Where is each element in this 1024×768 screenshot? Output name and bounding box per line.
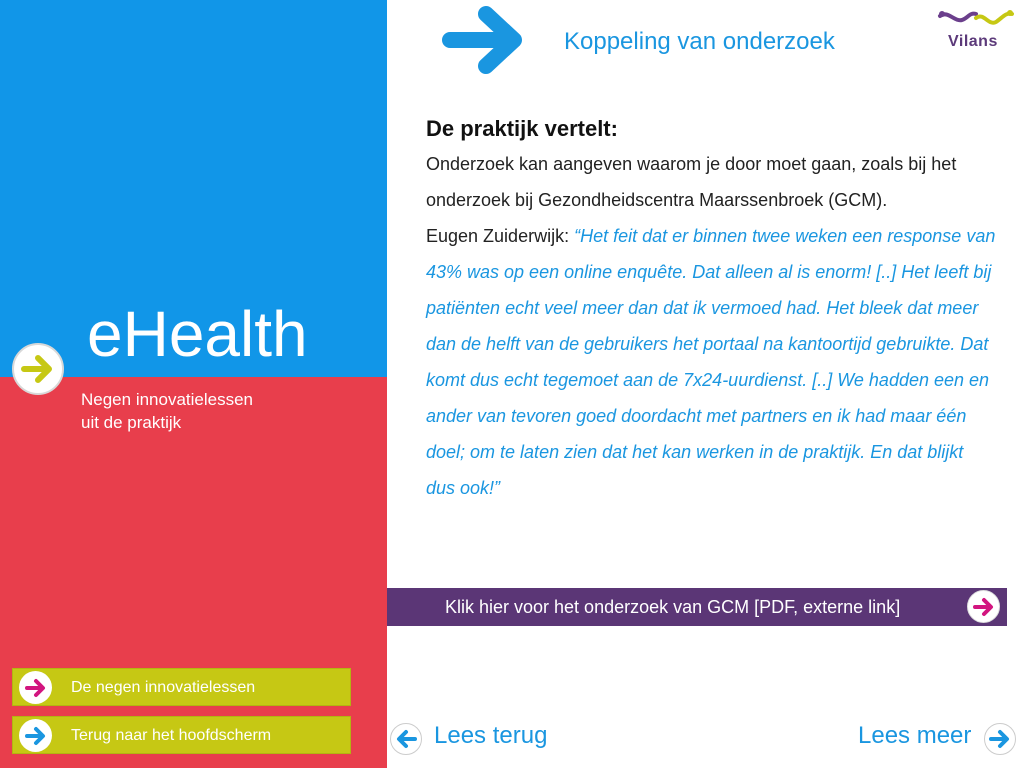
logo-swoosh-icon	[936, 8, 1016, 36]
lessons-button[interactable]	[12, 668, 351, 706]
content-quote-paragraph	[426, 218, 996, 506]
home-arrow-circle	[19, 719, 52, 752]
arrow-right-icon	[21, 354, 55, 384]
quote-speaker: Eugen Zuiderwijk:	[426, 226, 575, 246]
read-back-link[interactable]: Lees terug	[434, 722, 548, 749]
home-button[interactable]	[12, 716, 351, 754]
lessons-arrow-circle	[19, 671, 52, 704]
hero-arrow-button[interactable]	[12, 343, 64, 395]
home-button-label: Terug naar het hoofdscherm	[71, 727, 272, 744]
gcm-pdf-link[interactable]	[387, 588, 1007, 626]
brand-title: eHealth	[87, 298, 308, 370]
read-more-link[interactable]: Lees meer	[858, 722, 972, 749]
read-more-button[interactable]	[984, 723, 1016, 755]
content-intro: Onderzoek kan aangeven waarom je door moet gaan, zoals bij het onderzoek bij Gezondheidscentra Maarssenbroek (GCM).	[426, 154, 957, 210]
lessons-button-label: De negen innovatielessen	[71, 679, 256, 696]
gcm-pdf-link-label: Klik hier voor het onderzoek van GCM [PDF, externe link]	[445, 597, 901, 617]
main-content	[426, 112, 996, 506]
pdf-arrow-circle	[967, 590, 1000, 623]
read-back-button[interactable]	[390, 723, 422, 755]
arrow-right-icon	[973, 597, 995, 617]
section-title: Koppeling van onderzoek	[564, 28, 835, 55]
section-arrow-icon	[440, 3, 530, 82]
logo-text: Vilans	[948, 33, 998, 50]
brand-subtitle-line1: Negen innovatielessen	[81, 390, 254, 409]
left-red-panel	[0, 377, 387, 768]
quote-text: “Het feit dat er binnen twee weken een response van 43% was op een online enquête. Dat alleen al is enorm! [..] Het leeft bij patiënten echt veel meer dan dat ik vermoed had. Het bleek dat meer dan de helft van de gebruikers het portaal na kantoortijd gebruikte. Dat komt dus echt tegemoet aan de 7x24-uurdienst. [..] We hadden een en ander van tevoren goed doordacht met partners en ik had maar één doel; om te laten zien dat het kan werken in de praktijk. En dat blijkt dus ook!”	[426, 226, 996, 498]
arrow-left-icon	[395, 729, 417, 749]
arrow-right-icon	[25, 726, 47, 746]
brand-subtitle	[81, 388, 371, 434]
arrow-right-icon	[989, 729, 1011, 749]
content-heading: De praktijk vertelt:	[426, 116, 618, 141]
arrow-right-icon	[25, 678, 47, 698]
brand-subtitle-line2: uit de praktijk	[81, 413, 182, 432]
